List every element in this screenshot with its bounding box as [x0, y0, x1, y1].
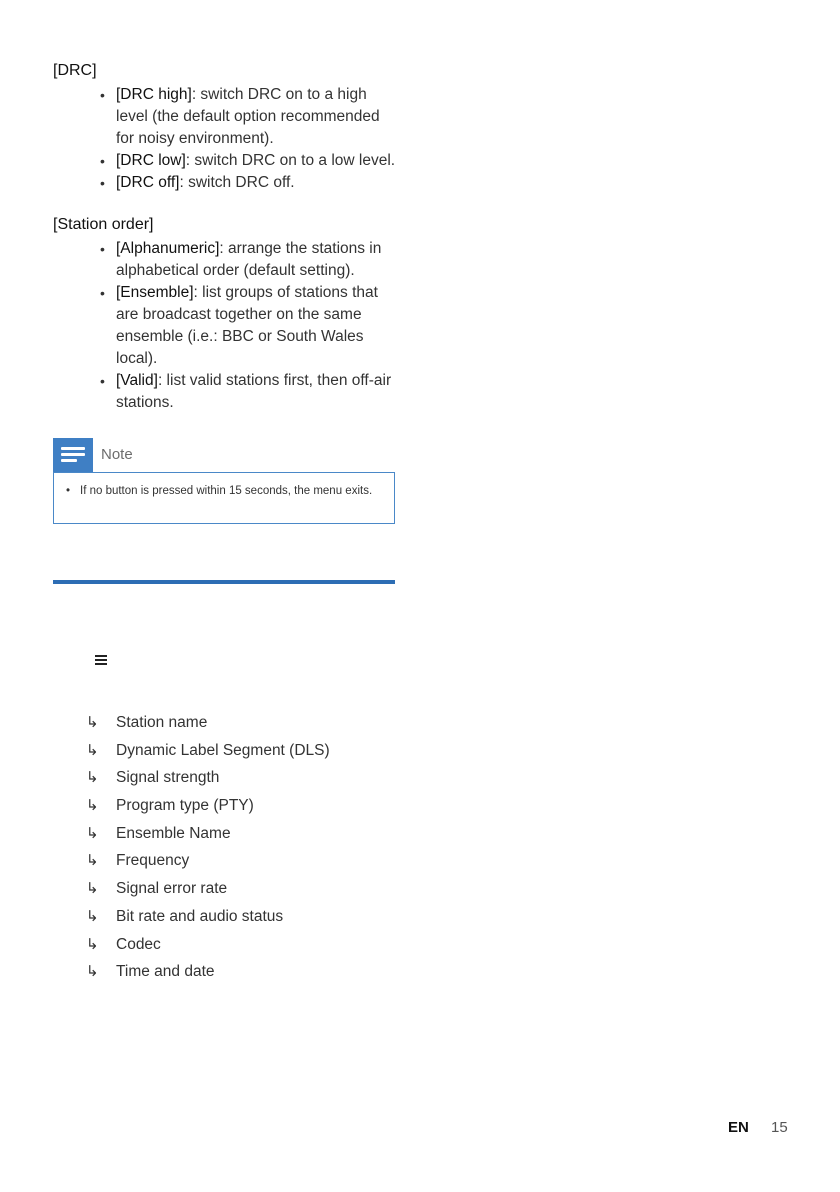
list-item: ↳ Signal strength: [86, 769, 220, 787]
list-item: ↳ Signal error rate: [86, 880, 228, 898]
page-number: 15: [771, 1119, 788, 1136]
list-item: ↳ Bit rate and audio status: [86, 907, 284, 925]
station-order-heading: [Station order]: [53, 216, 154, 233]
option-desc: : list groups of stations that are broadcast together on the same ensemble (i.e.: BBC or South Wales local).: [116, 284, 378, 367]
bullet-icon: •: [100, 153, 105, 169]
option-desc: : switch DRC on to a high level (the default option recommended for noisy environment).: [116, 86, 380, 147]
bullet-icon: •: [100, 87, 105, 103]
arrow-icon: ↳: [86, 963, 99, 981]
arrow-icon: ↳: [86, 852, 99, 870]
arrow-icon: ↳: [86, 824, 99, 842]
list-item: ↳ Program type (PTY): [86, 797, 254, 815]
arrow-icon: ↳: [86, 769, 99, 787]
note-text: [66, 483, 382, 499]
option-term: [Alphanumeric]: [116, 240, 220, 257]
footer-language: EN: [728, 1119, 749, 1136]
option-term: [DRC off]: [116, 174, 180, 191]
arrow-icon: ↳: [86, 741, 99, 759]
arrow-icon: ↳: [86, 714, 99, 731]
arrow-icon: ↳: [86, 797, 99, 815]
drc-option-off: [100, 172, 400, 194]
station-order-option-valid: [100, 370, 400, 414]
list-item: ↳ Frequency: [86, 852, 190, 870]
section-divider: [53, 580, 395, 584]
list-item: ↳ Station name: [86, 714, 208, 731]
list-item: ↳ Dynamic Label Segment (DLS): [86, 741, 330, 759]
info-display-list: [86, 713, 330, 990]
option-term: [DRC high]: [116, 86, 192, 103]
bullet-icon: •: [100, 175, 105, 191]
option-term: [Valid]: [116, 372, 158, 389]
note-lines-icon: [53, 438, 93, 472]
bullet-icon: •: [100, 373, 105, 389]
option-term: [Ensemble]: [116, 284, 194, 301]
bullet-icon: •: [100, 285, 105, 301]
drc-options-list: [100, 84, 400, 194]
option-term: [DRC low]: [116, 152, 186, 169]
option-desc: : list valid stations first, then off-air stations.: [116, 372, 392, 411]
bullet-icon: •: [66, 485, 71, 497]
arrow-icon: ↳: [86, 880, 99, 898]
option-desc: : switch DRC on to a low level.: [185, 152, 396, 169]
drc-heading: [DRC]: [53, 62, 97, 79]
station-order-option-ensemble: [100, 282, 400, 370]
note-text-content: If no button is pressed within 15 seconds, the menu exits.: [80, 485, 373, 497]
station-order-options-list: [100, 238, 400, 414]
list-item: ↳ Ensemble Name: [86, 824, 231, 842]
station-order-option-alphanumeric: [100, 238, 400, 282]
option-desc: : switch DRC off.: [179, 174, 295, 191]
list-item: ↳ Codec: [86, 935, 161, 953]
bullet-icon: •: [100, 241, 105, 257]
drc-option-low: [100, 150, 400, 172]
drc-option-high: [100, 84, 400, 150]
note-title: Note: [101, 446, 133, 463]
menu-icon: [95, 654, 107, 666]
option-desc: : arrange the stations in alphabetical order (default setting).: [116, 240, 382, 279]
arrow-icon: ↳: [86, 907, 99, 925]
note-box: [53, 472, 395, 524]
arrow-icon: ↳: [86, 935, 99, 953]
list-item: ↳ Time and date: [86, 963, 215, 981]
